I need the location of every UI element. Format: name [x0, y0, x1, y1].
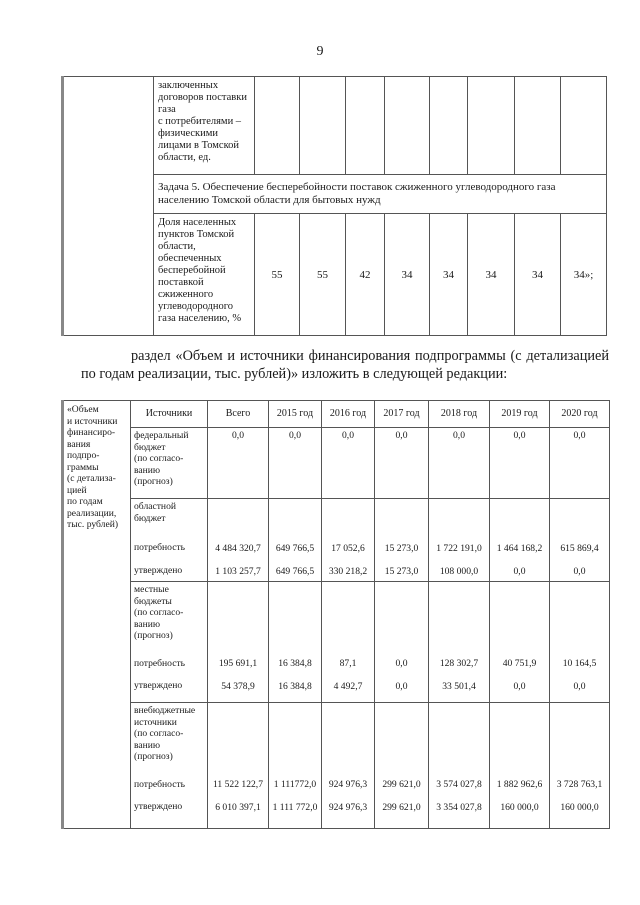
indicator-value: 34»; — [561, 214, 607, 336]
amendment-paragraph: раздел «Объем и источники финансирования подпрограммы (с детализацией по годам реализации, тыс. рублей)» изложить в следующей редакции: — [81, 348, 609, 382]
value-cell — [561, 77, 607, 175]
empty-lead-cell — [63, 77, 154, 336]
regional-budget-label: областной бюджет потребность утверждено — [131, 499, 208, 582]
local-2017: 0,0 0,0 — [375, 582, 429, 703]
extrabudget-2019: 1 882 962,6 160 000,0 — [490, 703, 550, 829]
header-2016: 2016 год — [322, 401, 375, 428]
extrabudget-total: 11 522 122,7 6 010 397,1 — [208, 703, 269, 829]
indicator-value: 55 — [255, 214, 300, 336]
federal-budget-label: федеральный бюджет (по согласо- ванию (прогноз) — [131, 428, 208, 499]
indicator-value: 42 — [346, 214, 385, 336]
local-total: 195 691,1 54 378,9 — [208, 582, 269, 703]
local-2015: 16 384,8 16 384,8 — [269, 582, 322, 703]
federal-value: 0,0 — [322, 428, 375, 499]
continuation-label: заключенных договоров поставки газа с потребителями – физическими лицами в Томской области, ед. — [154, 77, 255, 175]
indicators-table — [61, 76, 607, 336]
federal-value: 0,0 — [375, 428, 429, 499]
indicator-value: 34 — [385, 214, 430, 336]
indicator-label: Доля населенных пунктов Томской области, обеспеченных бесперебойной поставкой сжиженного углеводородного газа населению, % — [154, 214, 255, 336]
local-budgets-label: местные бюджеты (по согласо- ванию (прогноз) потребность утверждено — [131, 582, 208, 703]
header-2015: 2015 год — [269, 401, 322, 428]
header-2017: 2017 год — [375, 401, 429, 428]
federal-value: 0,0 — [550, 428, 610, 499]
value-cell — [346, 77, 385, 175]
regional-2018: 1 722 191,0 108 000,0 — [429, 499, 490, 582]
page-number: 9 — [316, 44, 324, 59]
regional-2020: 615 869,4 0,0 — [550, 499, 610, 582]
extrabudget-2016: 924 976,3 924 976,3 — [322, 703, 375, 829]
extrabudget-label: внебюджетные источники (по согласо- ванию (прогноз) потребность утверждено — [131, 703, 208, 829]
value-cell — [255, 77, 300, 175]
local-2020: 10 164,5 0,0 — [550, 582, 610, 703]
value-cell — [515, 77, 561, 175]
extrabudget-2015: 1 111772,0 1 111 772,0 — [269, 703, 322, 829]
federal-value: 0,0 — [429, 428, 490, 499]
financing-lead-cell: «Объем и источники финансиро- вания подпро- граммы (с детализа- цией по годам реализации, тыс. рублей) — [63, 401, 131, 829]
header-2020: 2020 год — [550, 401, 610, 428]
header-sources: Источники — [131, 401, 208, 428]
extrabudget-2017: 299 621,0 299 621,0 — [375, 703, 429, 829]
federal-value: 0,0 — [208, 428, 269, 499]
header-2019: 2019 год — [490, 401, 550, 428]
task5-heading: Задача 5. Обеспечение бесперебойности поставок сжиженного углеводородного газа населению Томской области для бытовых нужд — [154, 175, 607, 214]
local-2019: 40 751,9 0,0 — [490, 582, 550, 703]
extrabudget-2020: 3 728 763,1 160 000,0 — [550, 703, 610, 829]
header-total: Всего — [208, 401, 269, 428]
regional-2019: 1 464 168,2 0,0 — [490, 499, 550, 582]
indicator-value: 34 — [468, 214, 515, 336]
indicator-value: 55 — [300, 214, 346, 336]
value-cell — [300, 77, 346, 175]
local-2018: 128 302,7 33 501,4 — [429, 582, 490, 703]
financing-table — [61, 400, 610, 829]
regional-2015: 649 766,5 649 766,5 — [269, 499, 322, 582]
regional-2016: 17 052,6 330 218,2 — [322, 499, 375, 582]
value-cell — [385, 77, 430, 175]
header-2018: 2018 год — [429, 401, 490, 428]
federal-value: 0,0 — [269, 428, 322, 499]
value-cell — [430, 77, 468, 175]
indicator-value: 34 — [430, 214, 468, 336]
local-2016: 87,1 4 492,7 — [322, 582, 375, 703]
federal-value: 0,0 — [490, 428, 550, 499]
extrabudget-2018: 3 574 027,8 3 354 027,8 — [429, 703, 490, 829]
value-cell — [468, 77, 515, 175]
regional-2017: 15 273,0 15 273,0 — [375, 499, 429, 582]
regional-total: 4 484 320,7 1 103 257,7 — [208, 499, 269, 582]
indicator-value: 34 — [515, 214, 561, 336]
